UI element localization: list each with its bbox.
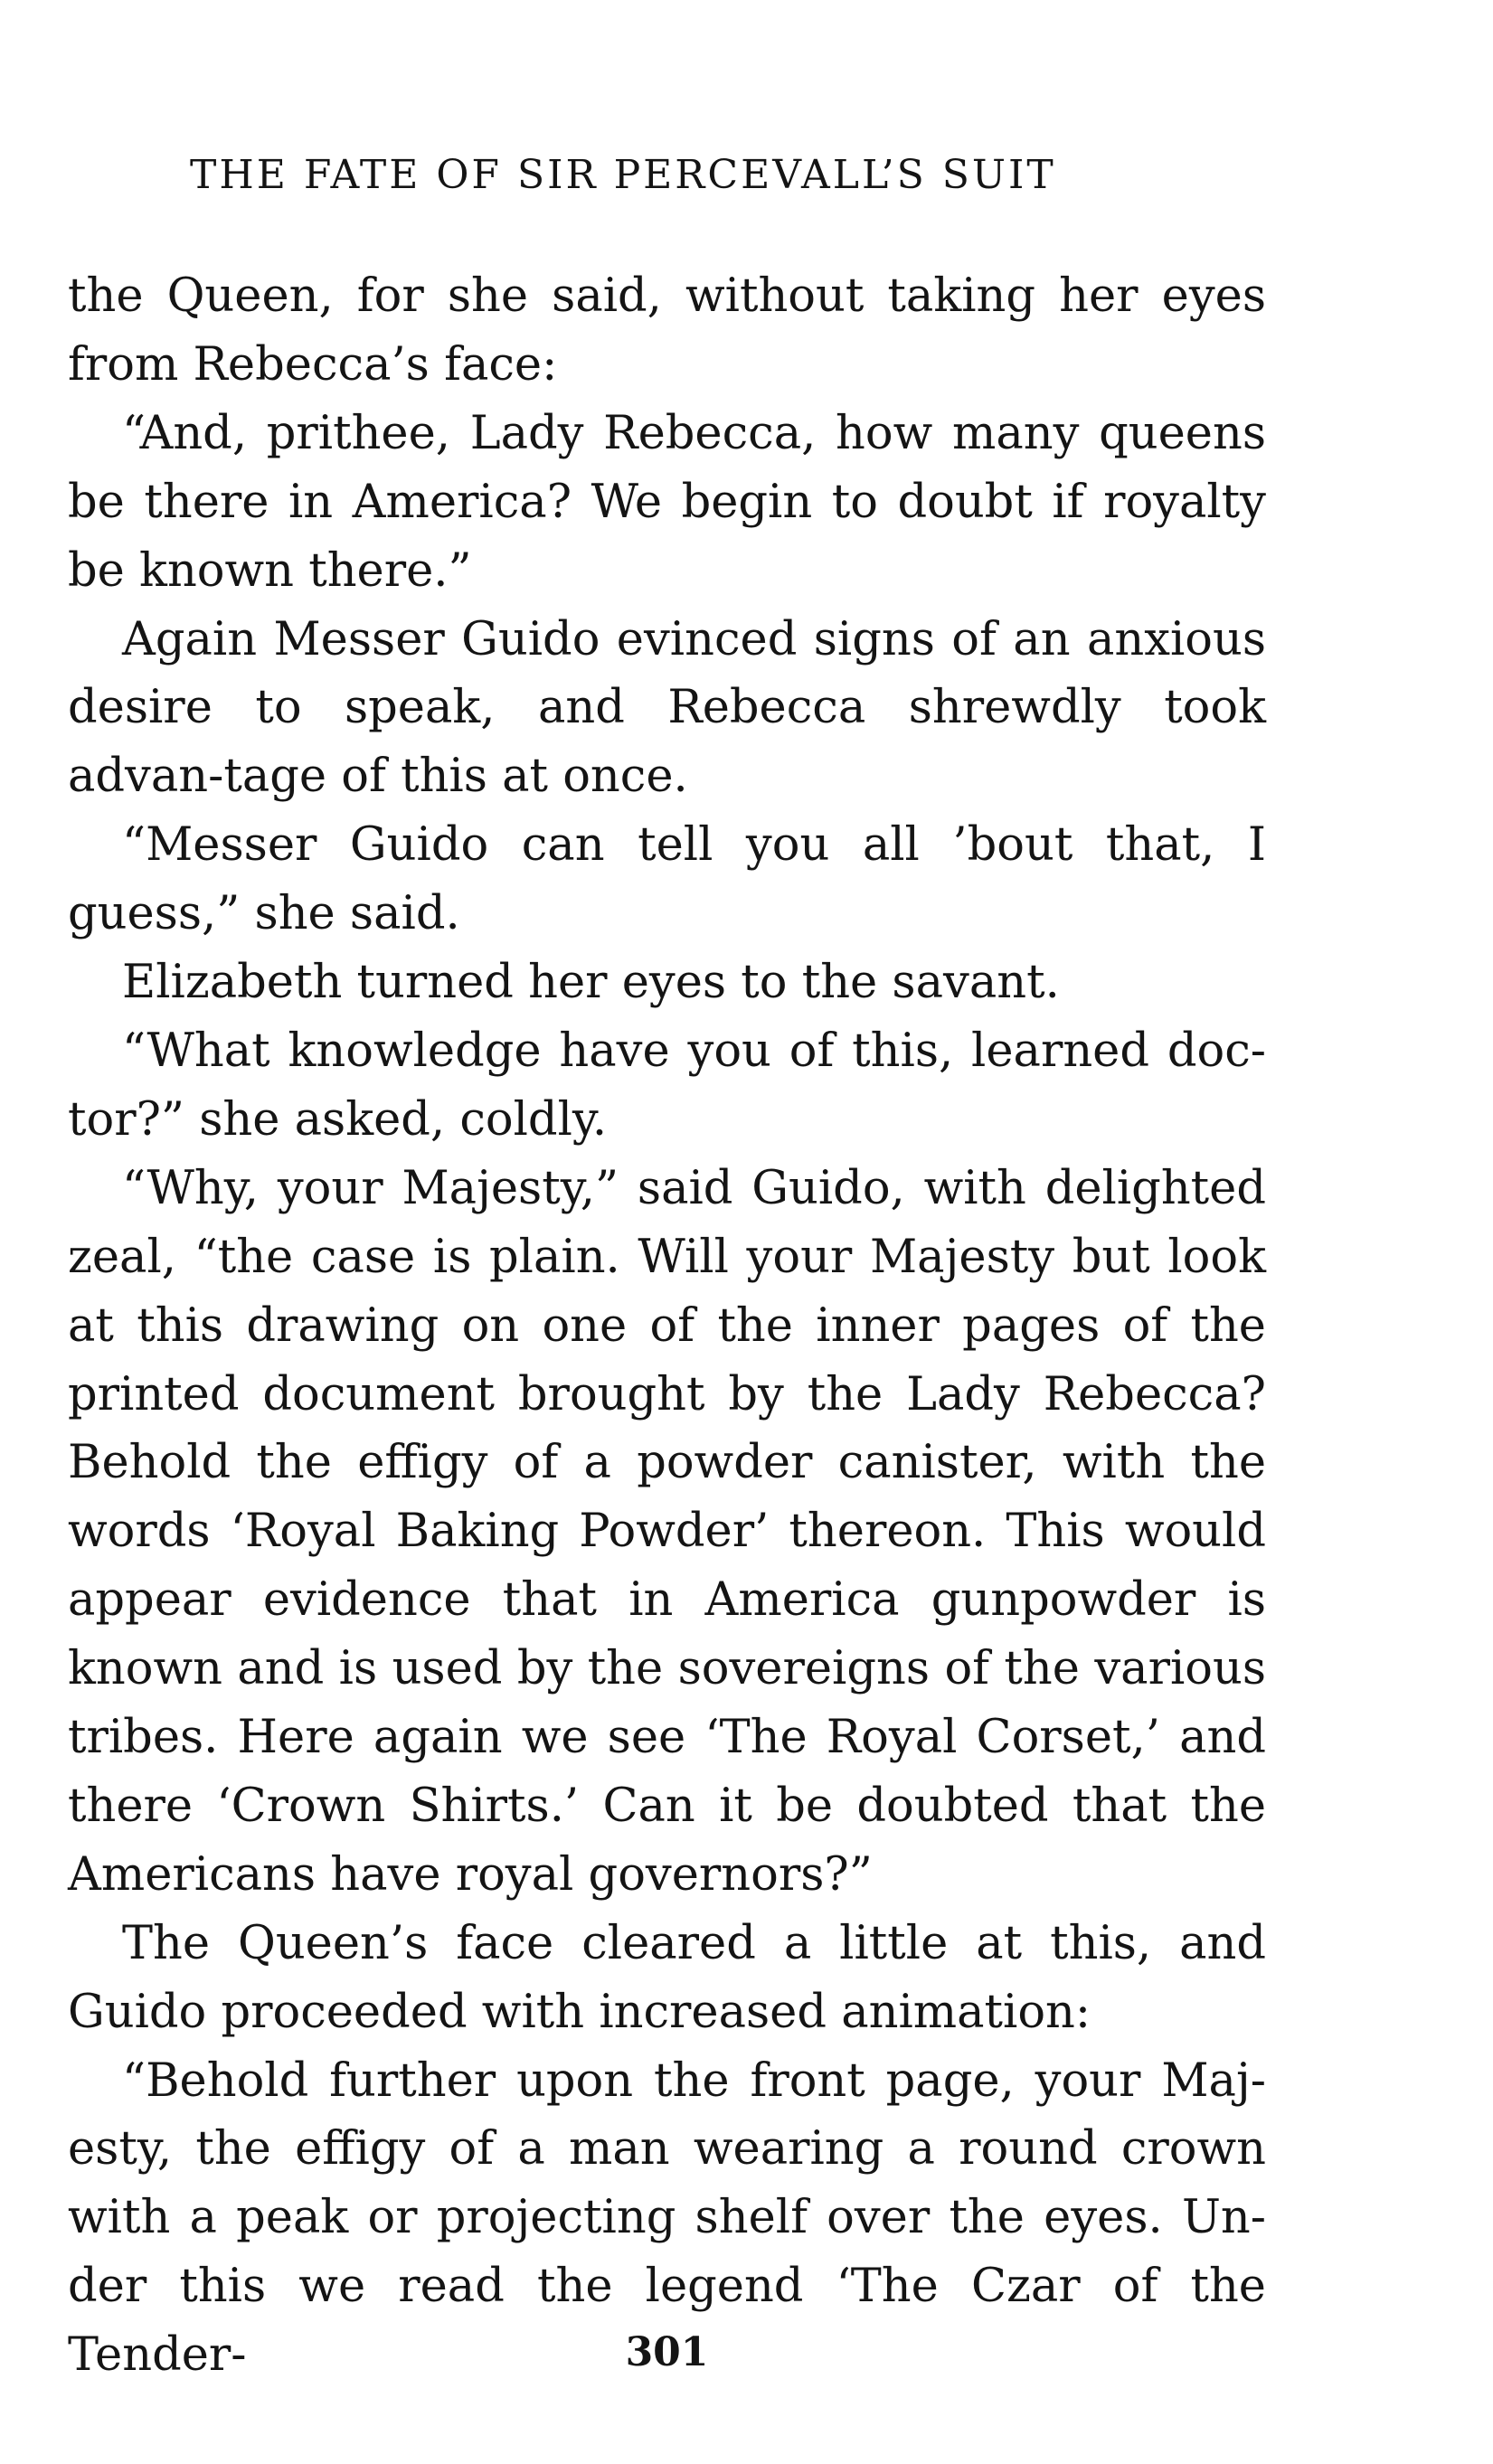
paragraph: “And, prithee, Lady Rebecca, how many queens be there in America? We begin to doubt if royalty be known there.” [68, 406, 1266, 598]
running-head: THE FATE OF SIR PERCEVALL’S SUIT [190, 152, 1056, 198]
paragraph: Elizabeth turned her eyes to the savant. [122, 956, 1060, 1010]
paragraph-continued: the Queen, for she said, without taking her eyes from Rebecca’s face: [68, 269, 1266, 392]
page-number: 301 [625, 2329, 709, 2375]
paragraph: “Why, your Majesty,” said Guido, with delighted zeal, “the case is plain. Will your Majesty but look at this drawing on one of the inner pages of the printed document brought by the Lady Rebecca? Behold the effigy of a powder canister, with the words ‘Royal Baking Powder’ thereon. This would appear evidence that in America gunpowder is known and is used by the sovereigns of the various tribes. Here again we see ‘The Royal Corset,’ and there ‘Crown Shirts.’ Can it be doubted that the Americans have royal governors?” [68, 1161, 1266, 1902]
book-page [68, 136, 1266, 2432]
paragraph: Again Messer Guido evinced signs of an anxious desire to speak, and Rebecca shrewdly took advan-tage of this at once. [68, 612, 1266, 804]
paragraph: “What knowledge have you of this, learned doc-tor?” she asked, coldly. [68, 1024, 1266, 1147]
paragraph: “Behold further upon the front page, your Maj-esty, the effigy of a man wearing a round crown with a peak or projecting shelf over the eyes. Un-der this we read the legend ‘The Czar of the Tender- [68, 2053, 1266, 2383]
paragraph: The Queen’s face cleared a little at this, and Guido proceeded with increased animation: [68, 1916, 1266, 2039]
paragraph: “Messer Guido can tell you all ’bout that, I guess,” she said. [68, 818, 1266, 941]
body-text [68, 262, 1266, 2390]
